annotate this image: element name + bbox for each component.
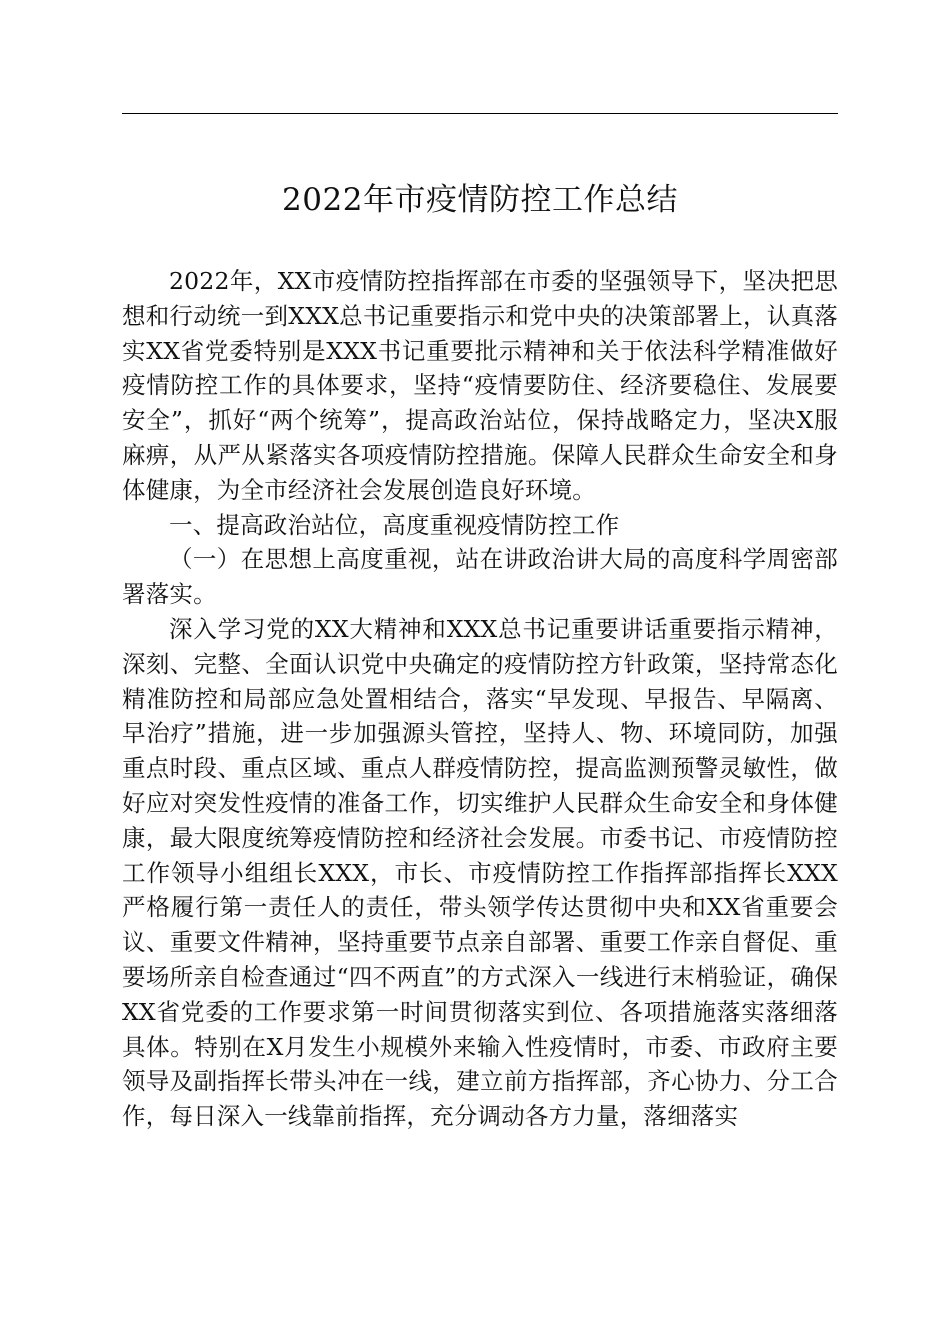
document-title: 2022年市疫情防控工作总结 <box>282 182 678 218</box>
subsection-heading-1: （一）在思想上高度重视，站在讲政治讲大局的高度科学周密部署落实。 <box>122 545 838 609</box>
body-paragraph: 深入学习党的XX大精神和XXX总书记重要讲话重要指示精神，深刻、完整、全面认识党中央确定的疫情防控方针政策，坚持常态化精准防控和局部应急处置相结合，落实“早发现、早报告、早隔离、早治疗”措施，进一步加强源头管控，坚持人、物、环境同防，加强重点时段、重点区域、重点人群疫情防控，提高监测预警灵敏性，做好应对突发性疫情的准备工作，切实维护人民群众生命安全和身体健康，最大限度统筹疫情防控和经济社会发展。市委书记、市疫情防控工作领导小组组长XXX，市长、市疫情防控工作指挥部指挥长XXX严格履行第一责任人的责任，带头领学传达贯彻中央和XX省重要会议、重要文件精神，坚持重要节点亲自部署、重要工作亲自督促、重要场所亲自检查通过“四不两直”的方式深入一线进行末梢验证，确保XX省党委的工作要求第一时间贯彻落实到位、各项措施落实落细落具体。特别在X月发生小规模外来输入性疫情时，市委、市政府主要领导及副指挥长带头冲在一线，建立前方指挥部，齐心协力、分工合作，每日深入一线靠前指挥，充分调动各方力量，落细落实 <box>122 614 838 1131</box>
header-divider <box>122 113 838 114</box>
intro-paragraph: 2022年，XX市疫情防控指挥部在市委的坚强领导下，坚决把思想和行动统一到XXX总书记重要指示和党中央的决策部署上，认真落实XX省党委特别是XXX书记重要批示精神和关于依法科学精准做好疫情防控工作的具体要求，坚持“疫情要防住、经济要稳住、发展要安全”，抓好“两个统筹”，提高政治站位，保持战略定力，坚决X服麻痹，从严从紧落实各项疫情防控措施。保障人民群众生命安全和身体健康，为全市经济社会发展创造良好环境。 <box>122 267 838 504</box>
document-body <box>122 264 838 1134</box>
section-heading-1: 一、提高政治站位，高度重视疫情防控工作 <box>169 510 620 539</box>
